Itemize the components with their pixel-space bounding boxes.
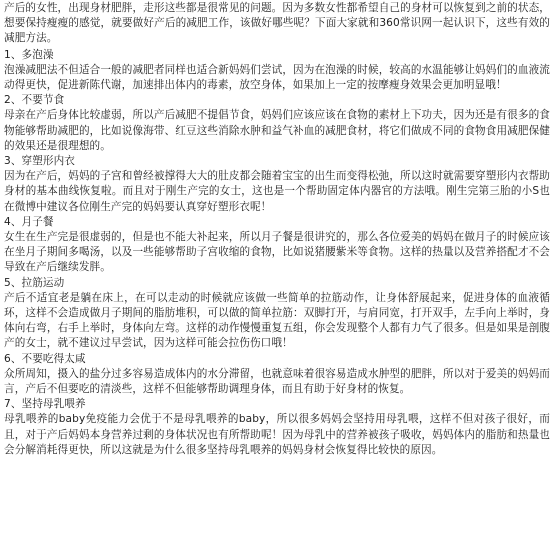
section-heading: 3、穿塑形内衣	[4, 155, 76, 168]
section-breastfeeding	[4, 397, 550, 458]
section-no-dieting	[4, 93, 550, 154]
intro-paragraph: 产后的女性，出现身材肥胖，走形这些都是很常见的问题。因为多数女性都希望自己的身材可以恢复到之前的状态，想要保持瘦瘦的感觉，就要做好产后的减肥工作，该做好哪些呢？下面大家就和360常识网一起认识下，这些有效的减肥方法。	[4, 2, 550, 45]
section-heading: 4、月子餐	[4, 215, 54, 228]
section-body: 产后不适宜老是躺在床上，在可以走动的时候就应该做一些简单的拉筋动作，让身体舒展起来，促进身体的血液循环，这样不会造成做月子期间的脂肪堆积，可以做的简单拉筋：双脚打开，与肩同宽，打开双手，左手向上举时，身体向右弯，右手上举时，身体向左弯。这样的动作慢慢重复五组，你会发现整个人都有力气了很多。但是如果是剖腹产的女士，就不建议过早尝试，因为这样可能会拉伤伤口哦！	[4, 291, 550, 350]
section-body: 泡澡减肥法不但适合一般的减肥者同样也适合新妈妈们尝试，因为在泡澡的时候，较高的水温能够让妈妈们的血液流动得更快，促进新陈代谢，加速排出体内的毒素，放空身体，如果加上一定的按摩瘦身效果会更加明显哦！	[4, 63, 550, 92]
section-body: 众所周知，摄入的盐分过多容易造成体内的水分滞留，也就意味着很容易造成水肿型的肥胖，所以对于爱美的妈妈而言，产后不但要吃的清淡些，这样不但能够帮助调理身体，而且有助于好身材的恢复。	[4, 367, 550, 396]
section-heading: 2、不要节食	[4, 94, 65, 107]
section-stretching	[4, 276, 550, 352]
section-body: 母乳喂养的baby免疫能力会优于不是母乳喂养的baby，所以很多妈妈会坚持用母乳喂，这样不但对孩子很好，而且，对于产后妈妈本身营养过剩的身体状况也有所帮助呢！因为母乳中的营养被孩子吸收，妈妈体内的脂肪和热量也会分解消耗得更快，所以这就是为什么很多坚持母乳喂养的妈妈身材会恢复得比较快的原因。	[4, 413, 550, 456]
section-body: 女生在生产完是很虚弱的，但是也不能大补起来，所以月子餐是很讲究的，那么各位爱美的妈妈在做月子的时候应该在坐月子期间多喝汤，以及一些能够帮助子宫收缩的食物，比如说猪腰紫米等食物。这样的热量以及营养搭配才不会导致在产后继续发胖。	[4, 231, 550, 274]
section-body: 母亲在产后身体比较虚弱，所以产后减肥不提倡节食，妈妈们应该应该在食物的素材上下功夫，因为还是有很多的食物能够帮助减肥的，比如说像海带、红豆这些消除水肿和益气补血的减肥食材，将它们做成不同的食物食用减肥保健的效果还是很理想的。	[4, 109, 550, 152]
section-heading: 7、坚持母乳喂养	[4, 398, 86, 411]
section-shapewear	[4, 154, 550, 215]
section-body: 因为在产后，妈妈的子宫和曾经被撑得大大的肚皮都会随着宝宝的出生而变得松弛，所以这时就需要穿塑形内衣帮助身材的基本曲线恢复啦。而且对于刚生产完的女士，这也是一个帮助固定体内器官的方法哦。刚生完第三胎的小S也在微博中建议各位刚生产完的妈妈要认真穿好塑形衣呢！	[4, 170, 550, 213]
section-heading: 1、多泡澡	[4, 48, 54, 61]
section-confinement-meals	[4, 215, 550, 276]
section-heading: 5、拉筋运动	[4, 276, 65, 289]
section-less-salt	[4, 352, 550, 398]
section-heading: 6、不要吃得太咸	[4, 352, 86, 365]
section-bath	[4, 48, 550, 94]
